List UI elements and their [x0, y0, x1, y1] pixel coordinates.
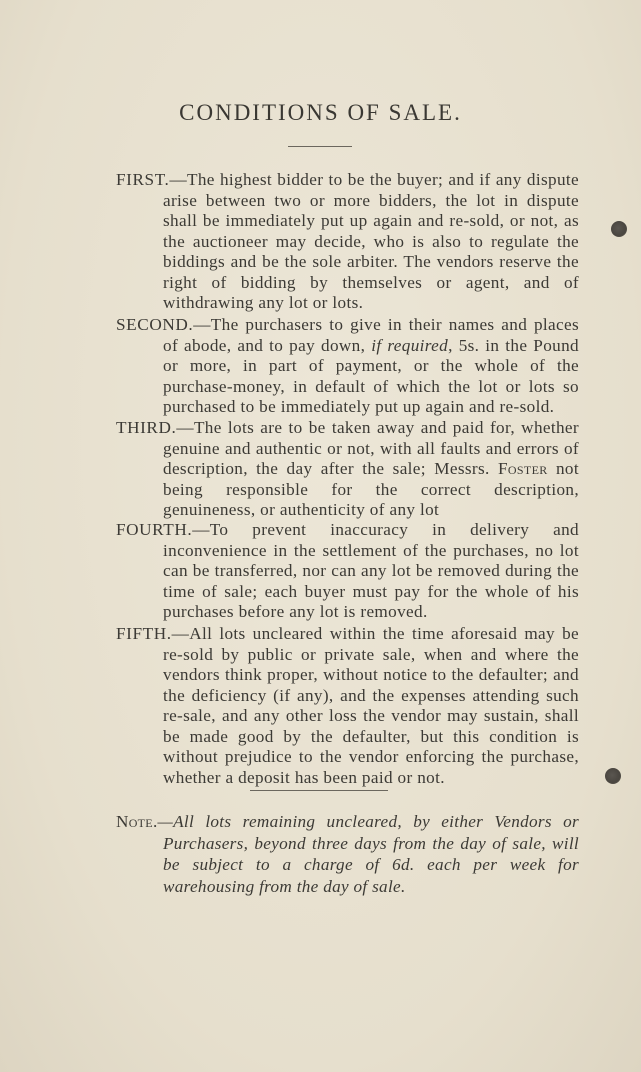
condition-text: —The lots are to be taken away and paid for, whether genuine and authentic or not, with all faults and errors of description, the day after the sale; Messrs.: [163, 418, 579, 478]
condition-third: [116, 418, 579, 521]
condition-text: —To prevent inaccuracy in delivery and inconvenience in the settlement of the purchases, no lot can be transferred, nor can any lot be removed during the time of sale; each buyer must pay for the whole of his purchases before any lot is removed.: [163, 520, 579, 621]
title-divider: [288, 146, 352, 147]
condition-lead: FIRST.: [116, 170, 170, 189]
condition-first: [116, 170, 579, 314]
condition-text: —The highest bidder to be the buyer; and if any dispute arise between two or more bidders, the lot in dispute shall be immediately put up again and re-sold, or not, as the auctioneer may decide, who is also to regulate the biddings and be the sole arbiter. The vendors reserve the right of bidding by themselves or agent, and of withdrawing any lot or lots.: [163, 170, 579, 312]
condition-text: not being responsible for the correct description, genuineness, or authenticity of any lot: [163, 459, 579, 519]
condition-text: —All lots uncleared within the time aforesaid may be re-sold by public or private sale, when and where the vendors think proper, without notice to the defaulter; and the deficiency (if any), and the expenses attending such re-sale, and any other loss the vendor may sustain, shall be made good by the defaulter, but this condition is without prejudice to the vendor enforcing the purchase, whether a deposit has been paid or not.: [163, 624, 579, 787]
punch-hole-upper: [611, 221, 627, 237]
condition-fourth: [116, 520, 579, 623]
page-title: CONDITIONS OF SALE.: [179, 100, 462, 125]
note-divider: [250, 790, 388, 791]
condition-text: —The purchasers to give in their names and places of abode, and to pay down,: [163, 315, 579, 355]
condition-lead: THIRD.: [116, 418, 177, 437]
condition-lead: SECOND.: [116, 315, 194, 334]
condition-text: , 5s. in the Pound or more, in part of payment, or the whole of the purchase-money, in default of which the lot or lots so purchased to be immediately put up again and re-sold.: [163, 335, 579, 416]
note-lead: [116, 812, 158, 831]
condition-smallcaps-name: Foster: [497, 459, 548, 478]
condition-second: [116, 315, 579, 418]
condition-fifth: [116, 624, 579, 788]
condition-lead: FOURTH.: [116, 520, 193, 539]
condition-lead: FIFTH.: [116, 624, 172, 643]
warehousing-note: [116, 811, 579, 897]
note-text: —All lots remaining uncleared, by either Vendors or Purchasers, beyond three days from the day of sale, will be subject to a charge of 6d. each per week for warehousing from the day of sale.: [157, 812, 579, 896]
note-lead-text: Note.: [116, 812, 158, 831]
condition-italic-text: if required: [371, 335, 449, 355]
punch-hole-lower: [605, 768, 621, 784]
